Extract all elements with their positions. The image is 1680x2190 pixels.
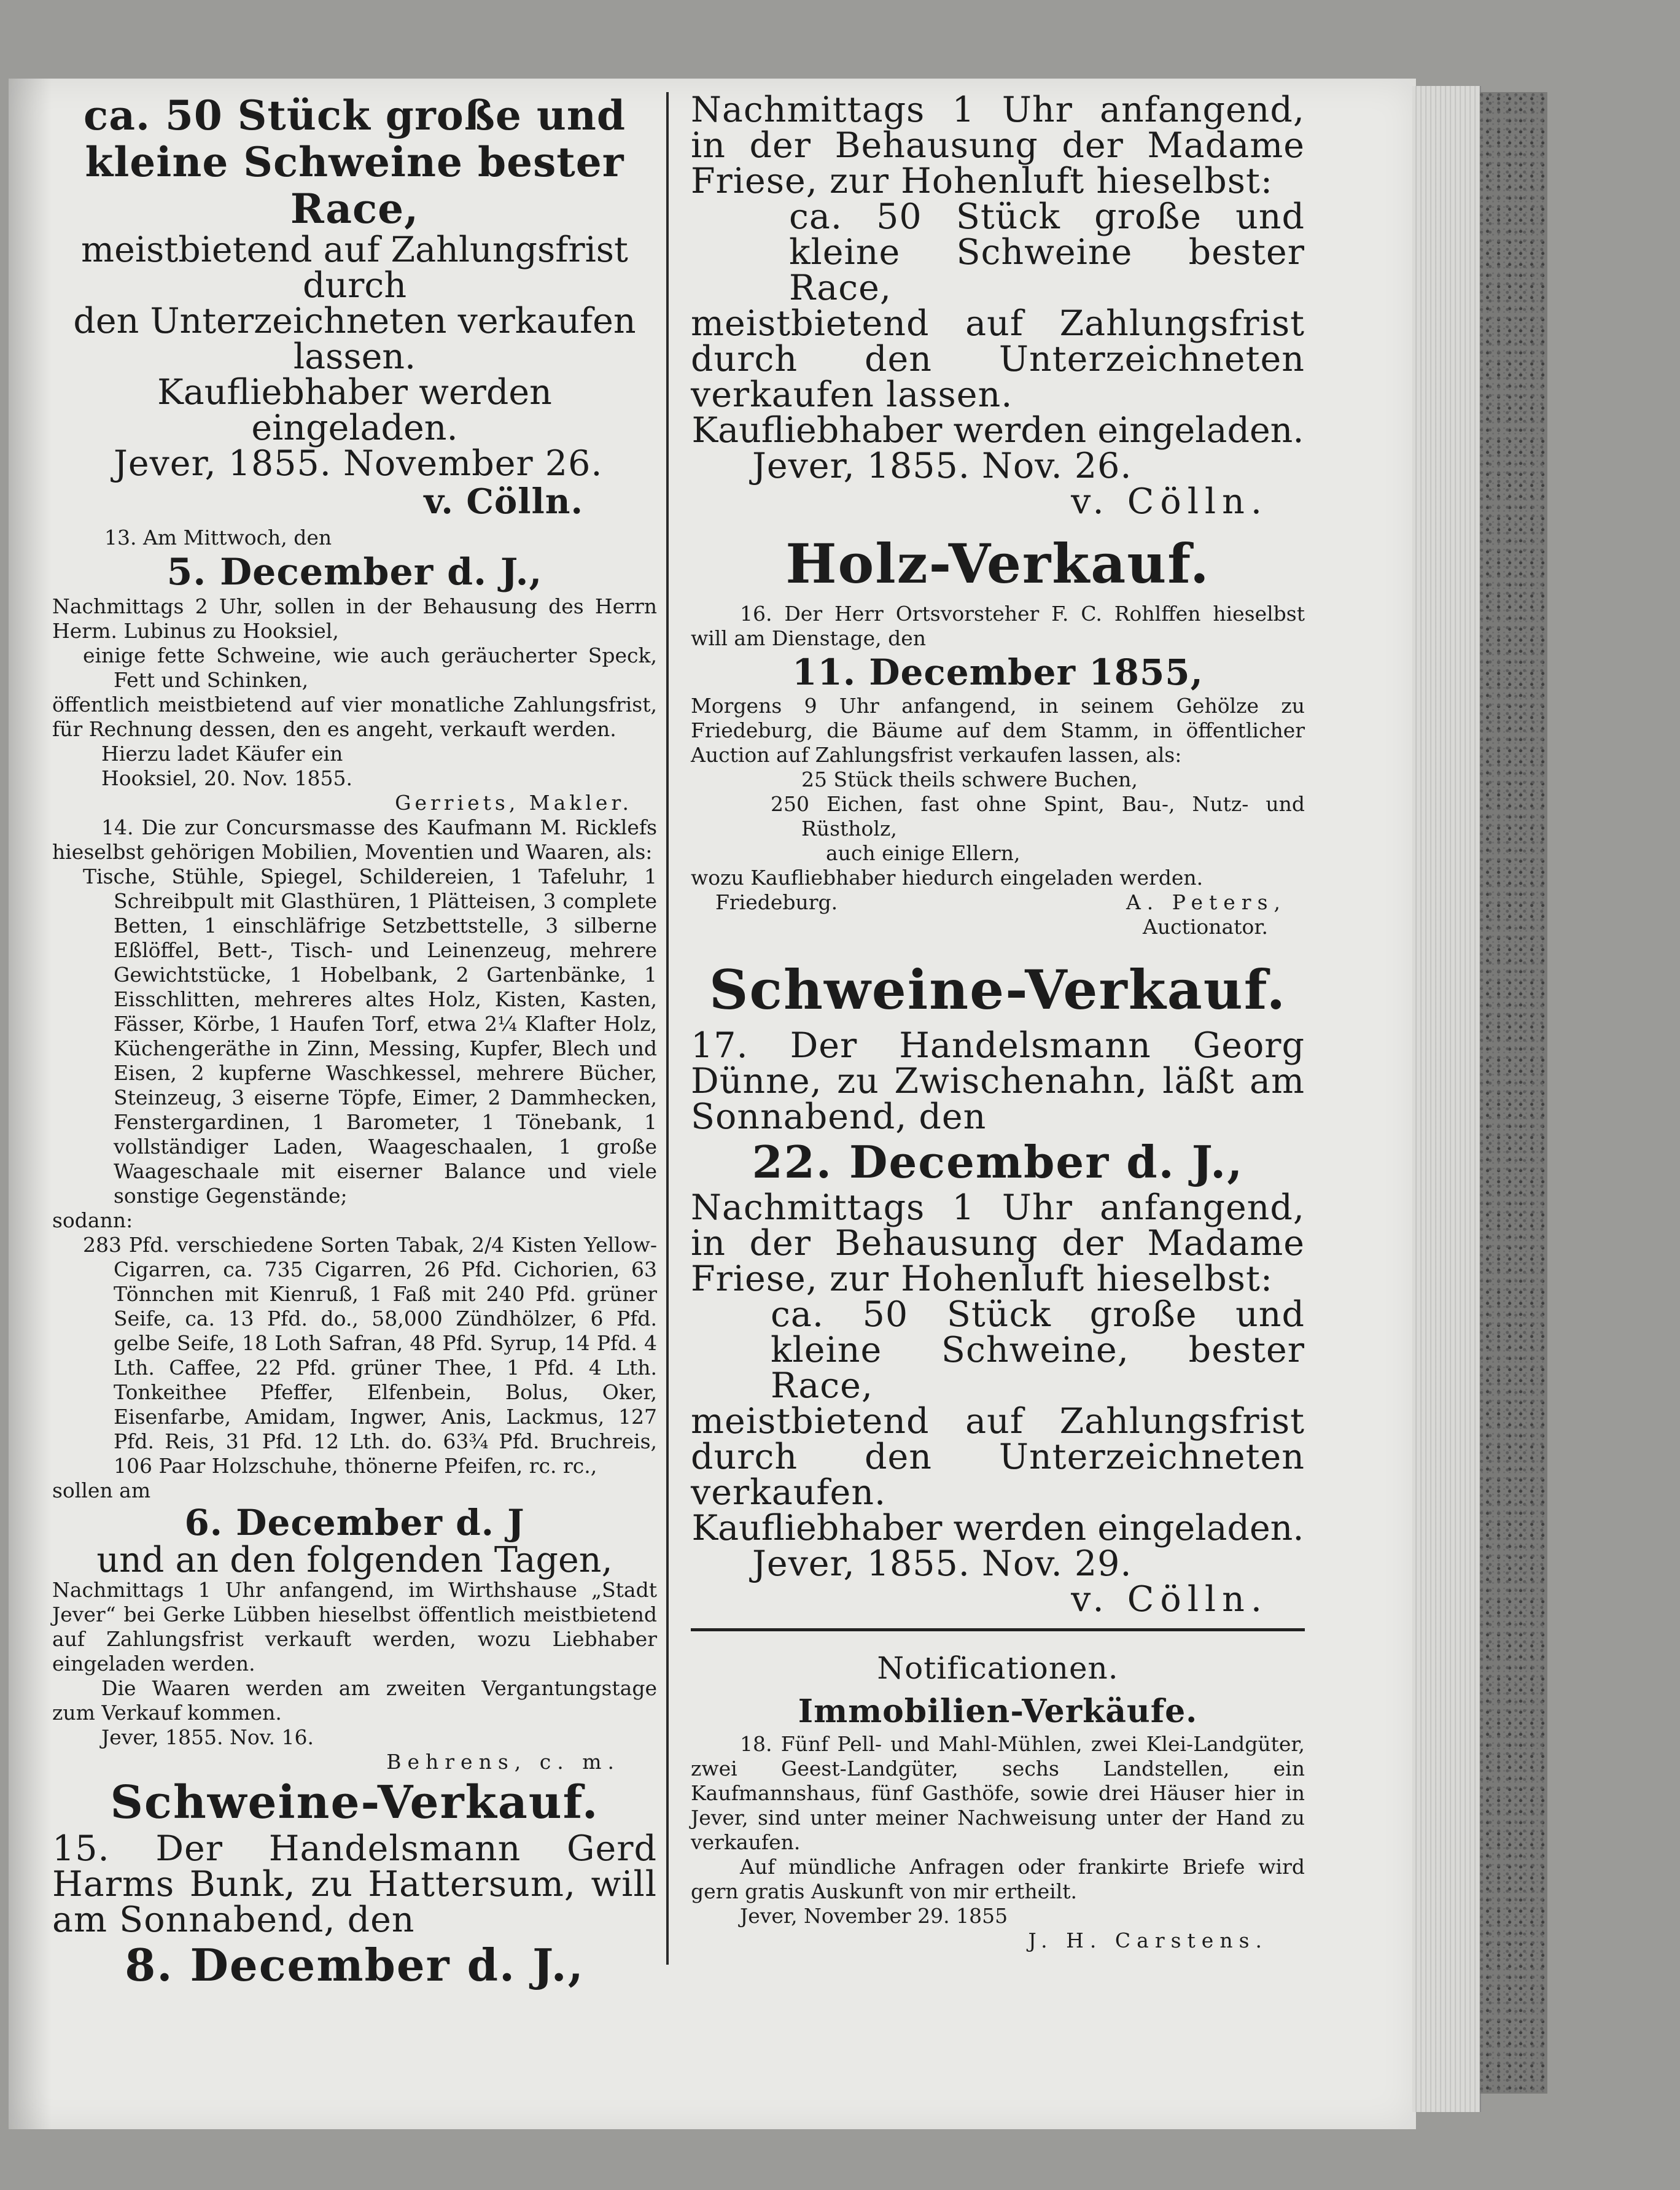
notice-14-text2: Nachmittags 1 Uhr anfangend, im Wirthshause „Stadt Jever“ bei Gerke Lübben hieselbst öffentlich meistbietend auf Zahlungsfrist verkauft werden, wozu Liebhaber eingeladen werden. <box>52 1578 657 1676</box>
notice-13-intro: 13. Am Mittwoch, den <box>104 526 332 549</box>
notice-16-date: 11. December 1855, <box>792 651 1204 693</box>
notice-17-text: 17. Der Handelsmann Georg Dünne, zu Zwischenahn, läßt am Sonnabend, den <box>691 1025 1305 1137</box>
section-rule <box>691 1628 1305 1631</box>
notice-16-text2: Morgens 9 Uhr anfangend, in seinem Gehölze zu Friedeburg, die Bäume auf dem Stamm, in öffentlicher Auction auf Zahlungsfrist verkaufen lassen, als: <box>691 694 1305 767</box>
ad-items: ca. 50 Stück große und kleine Schweine bester Race, <box>789 196 1305 308</box>
left-column <box>52 92 657 1993</box>
notice-16-signature: A. Peters, <box>1126 890 1286 914</box>
notice-13-place: Hooksiel, 20. Nov. 1855. <box>101 766 352 790</box>
section-heading-schweine-verkauf-2: Schweine-Verkauf. <box>709 958 1287 1022</box>
notice-17-date: 22. December d. J., <box>752 1136 1244 1188</box>
notice-13-date: 5. December d. J., <box>166 551 543 594</box>
ad-date: Jever, 1855. Nov. 26. <box>752 446 1132 486</box>
ad-text2: meistbietend auf Zahlungsfrist durch den Unterzeichneten verkaufen lassen. <box>691 303 1305 415</box>
ad-text-line: meistbietend auf Zahlungsfrist durch <box>81 230 628 306</box>
notice-15-text: 15. Der Handelsmann Gerd Harms Bunk, zu Hattersum, will am Sonnabend, den <box>52 1828 657 1940</box>
notice-17-signature: v. Cölln. <box>1071 1579 1268 1620</box>
ad-invite: Kaufliebhaber werden eingeladen. <box>157 372 552 448</box>
section-heading-notificationen: Notificationen. <box>877 1650 1119 1686</box>
notice-14-signature: Behrens, c. m. <box>386 1750 620 1774</box>
notice-17-date2: Jever, 1855. Nov. 29. <box>752 1543 1132 1584</box>
notice-14-place: Jever, 1855. Nov. 16. <box>101 1725 314 1749</box>
column-divider <box>666 92 669 1965</box>
notice-17-text3: meistbietend auf Zahlungsfrist durch den Unterzeichneten verkaufen. <box>691 1401 1305 1513</box>
notice-14-items2: 283 Pfd. verschiedene Sorten Tabak, 2/4 Kisten Yellow-Cigarren, ca. 735 Cigarren, 26 Pfd. Cichorien, 63 Tönnchen mit Kienruß, 1 Faß mit 240 Pfd. grüner Seife, ca. 13 Pfd. do., 58,000 Zündhölzer, 6 Pfd. gelbe Seife, 18 Loth Safran, 48 Pfd. Syrup, 14 Pfd. 4 Lth. Caffee, 22 Pfd. grüner Thee, 1 Pfd. 4 Lth. Tonkeithee Pfeffer, Elfenbein, Bolus, Oker, Eisenfarbe, Amidam, Ingwer, Anis, Lackmus, 127 Pfd. Reis, 31 Pfd. 12 Lth. do. 63¾ Pfd. Bruchreis, 106 Paar Holzschuhe, thönerne Pfeifen, rc. rc., <box>83 1233 657 1478</box>
notice-18-signature: J. H. Carstens. <box>1028 1928 1268 1952</box>
notice-16-item2: 250 Eichen, fast ohne Spint, Bau-, Nutz- und Rüstholz, <box>771 792 1305 841</box>
notice-13-text2: öffentlich meistbietend auf vier monatliche Zahlungsfrist, für Rechnung dessen, den es angeht, verkauft werden. <box>52 693 657 741</box>
section-heading-immobilien: Immobilien-Verkäufe. <box>798 1693 1198 1730</box>
notice-14-date: 6. December d. J <box>184 1502 525 1543</box>
ad-invite: Kaufliebhaber werden eingeladen. <box>691 410 1304 451</box>
notice-18-text: 18. Fünf Pell- und Mahl-Mühlen, zwei Klei-Landgüter, zwei Geest-Landgüter, sechs Landstellen, ein Kaufmannshaus, fünf Gasthöfe, sowie drei Häuser hier in Jever, sind unter meiner Nachweisung unter der Hand zu verkaufen. <box>691 1732 1305 1854</box>
section-heading-holz-verkauf: Holz-Verkauf. <box>785 532 1210 596</box>
notice-14-date2: und an den folgenden Tagen, <box>96 1540 613 1580</box>
ad-text-line: den Unterzeichneten verkaufen lassen. <box>73 301 636 377</box>
notice-13-invite: Hierzu ladet Käufer ein <box>101 742 343 766</box>
notice-17-invite: Kaufliebhaber werden eingeladen. <box>691 1508 1304 1548</box>
notice-17-items: ca. 50 Stück große und kleine Schweine, bester Race, <box>771 1294 1305 1406</box>
ad-heading-line: kleine Schweine bester Race, <box>85 138 624 233</box>
right-column <box>691 92 1305 1953</box>
notice-16-signature-line <box>691 890 1305 915</box>
notice-15-date: 8. December d. J., <box>125 1939 585 1991</box>
ad-date: Jever, 1855. November 26. <box>114 443 603 484</box>
notice-13-text: Nachmittags 2 Uhr, sollen in der Behausung des Herrn Herm. Lubinus zu Hooksiel, <box>52 594 657 643</box>
notice-16-item3: auch einige Ellern, <box>826 841 1021 865</box>
notice-13-items: einige fette Schweine, wie auch geräucherter Speck, Fett und Schinken, <box>83 643 657 692</box>
book-cover <box>1480 92 1547 2094</box>
ad-heading-line: ca. 50 Stück große und <box>84 91 626 139</box>
notice-14-sodann: sodann: <box>52 1208 133 1232</box>
section-heading-schweine-verkauf: Schweine-Verkauf. <box>110 1776 599 1829</box>
notice-18-text2: Auf mündliche Anfragen oder frankirte Briefe wird gern gratis Auskunft von mir ertheilt. <box>691 1855 1305 1903</box>
notice-16-place: Friedeburg. <box>715 890 838 914</box>
notice-13-signature: Gerriets, Makler. <box>395 791 632 815</box>
notice-14-text3: Die Waaren werden am zweiten Vergantungstage zum Verkauf kommen. <box>52 1676 657 1725</box>
notice-16-invite: wozu Kaufliebhaber hiedurch eingeladen werden. <box>691 866 1204 890</box>
ad-text: Nachmittags 1 Uhr anfangend, in der Behausung der Madame Friese, zur Hohenluft hieselbst: <box>691 90 1305 201</box>
notice-14-items: Tische, Stühle, Spiegel, Schildereien, 1 Tafeluhr, 1 Schreibpult mit Glasthüren, 1 Plätteisen, 3 complete Betten, 1 einschläfrige Setzbettstelle, 3 silberne Eßlöffel, Bett-, Tisch- und Leinenzeug, mehrere Gewichtstücke, 1 Hobelbank, 2 Gartenbänke, 1 Eisschlitten, mehreres altes Holz, Kisten, Kasten, Fässer, Körbe, 1 Haufen Torf, etwa 2¼ Klafter Holz, Küchengeräthe in Zinn, Messing, Kupfer, Blech und Eisen, 2 kupferne Waschkessel, mehrere Bücher, Steinzeug, 3 eiserne Töpfe, Eimer, 2 Dammhecken, Fenstergardinen, 1 Barometer, 1 Tönebank, 1 vollständiger Laden, Waageschaalen, 1 große Waageschaale mit eiserner Balance und viele sonstige Gegenstände; <box>83 864 657 1208</box>
notice-16-item1: 25 Stück theils schwere Buchen, <box>801 767 1138 791</box>
notice-18-place: Jever, November 29. 1855 <box>740 1904 1008 1928</box>
notice-14-sollen: sollen am <box>52 1478 151 1502</box>
page-edges <box>1412 86 1481 2112</box>
ad-signature: v. Cölln. <box>424 481 583 522</box>
notice-16-text: 16. Der Herr Ortsvorsteher F. C. Rohlffen hieselbst will am Dienstage, den <box>691 602 1305 650</box>
notice-14-text: 14. Die zur Concursmasse des Kaufmann M. Ricklefs hieselbst gehörigen Mobilien, Moventien und Waaren, als: <box>52 815 657 864</box>
ad-signature: v. Cölln. <box>1071 481 1268 522</box>
notice-17-text2: Nachmittags 1 Uhr anfangend, in der Behausung der Madame Friese, zur Hohenluft hieselbst: <box>691 1187 1305 1299</box>
notice-16-role: Auctionator. <box>1143 915 1268 939</box>
